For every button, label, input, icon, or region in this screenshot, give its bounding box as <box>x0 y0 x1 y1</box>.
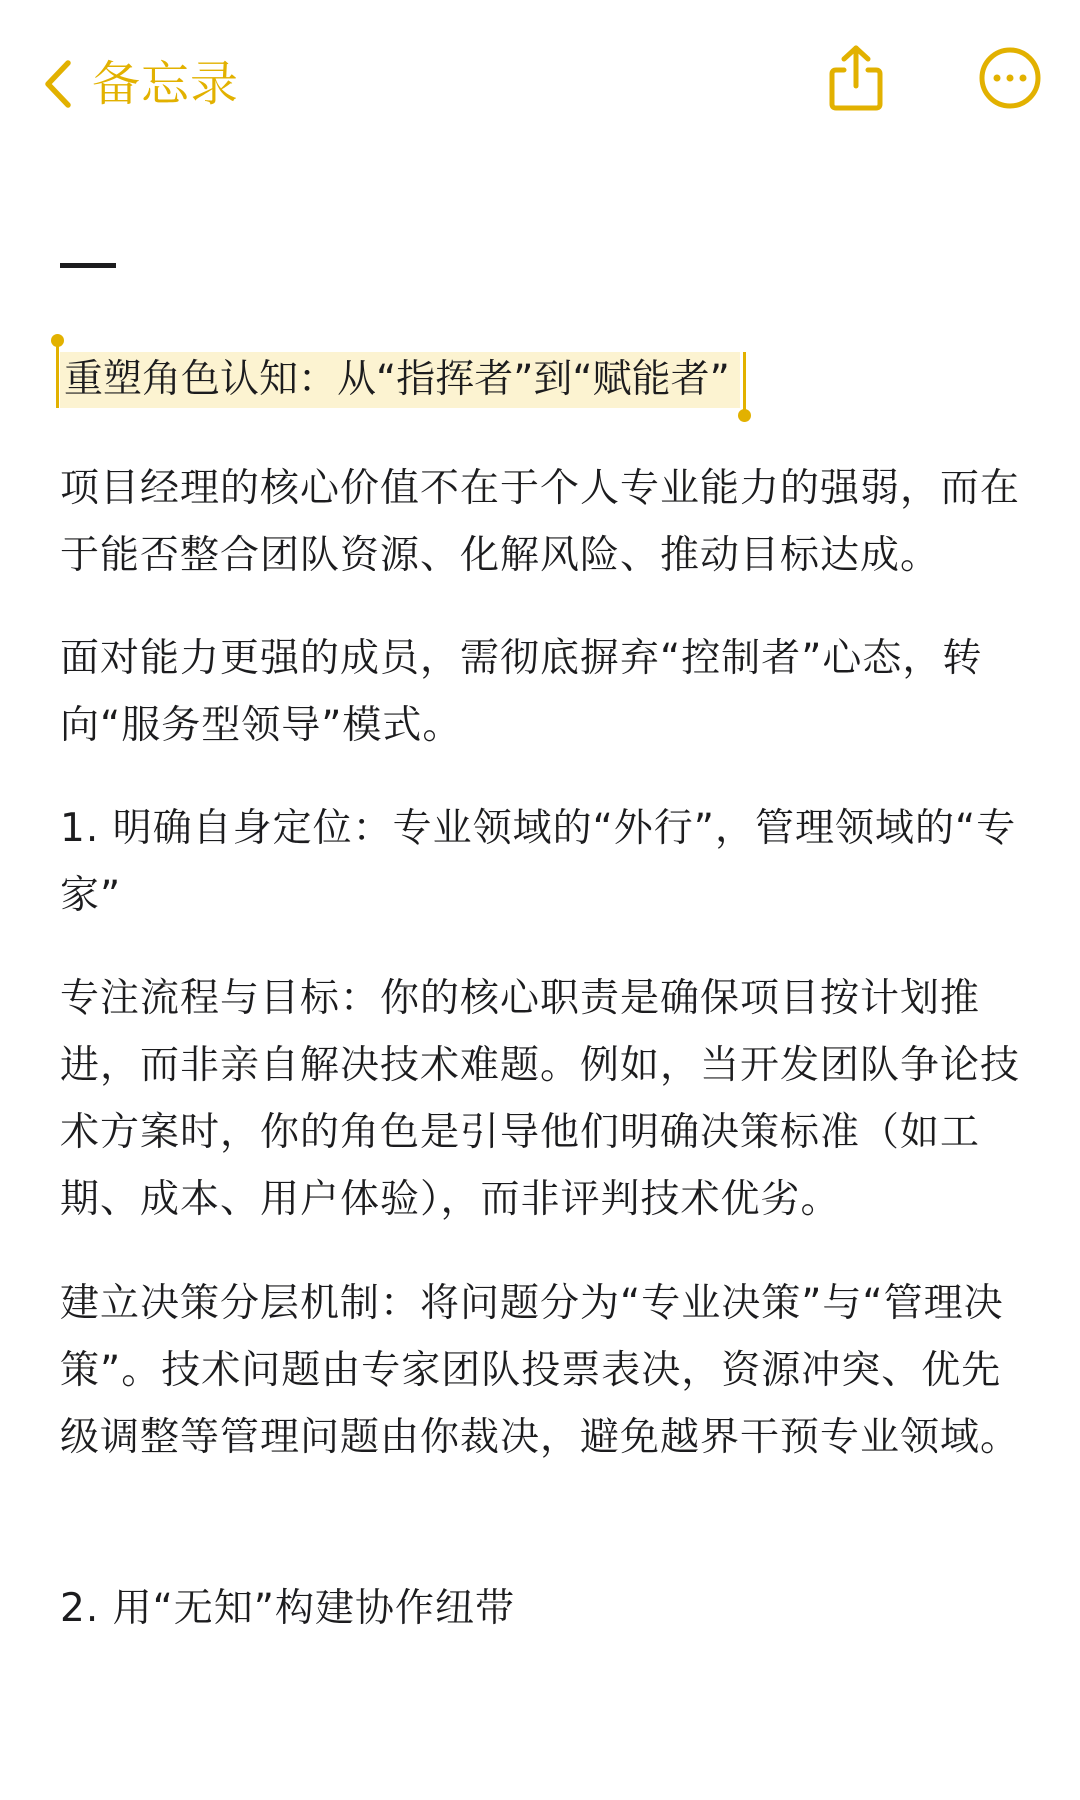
note-paragraph[interactable]: 1. 明确自身定位：专业领域的“外行”，管理领域的“专家” <box>60 806 1017 918</box>
share-icon <box>826 44 886 116</box>
navigation-bar <box>0 0 1080 170</box>
note-paragraph[interactable]: 专注流程与目标：你的核心职责是确保项目按计划推进，而非亲自解决技术难题。例如，当开发团队争论技术方案时，你的角色是引导他们明确决策标准（如工期、成本、用户体验），而非评判技术优劣。 <box>60 976 1021 1222</box>
selected-text-region[interactable] <box>60 352 740 408</box>
selected-title-text: 重塑角色认知：从“指挥者”到“赋能者” <box>64 357 730 402</box>
note-paragraph[interactable]: 项目经理的核心价值不在于个人专业能力的强弱，而在于能否整合团队资源、化解风险、推动目标达成。 <box>60 466 1021 578</box>
selection-start-handle[interactable] <box>56 344 59 408</box>
note-paragraph[interactable]: 建立决策分层机制：将问题分为“专业决策”与“管理决策”。技术问题由专家团队投票表决，资源冲突、优先级调整等管理问题由你裁决，避免越界干预专业领域。 <box>60 1281 1021 1460</box>
heading-dash <box>60 263 116 268</box>
share-button[interactable] <box>816 40 896 120</box>
selection-end-handle[interactable] <box>743 352 746 412</box>
chevron-left-icon <box>44 59 72 109</box>
note-paragraph[interactable]: 面对能力更强的成员，需彻底摒弃“控制者”心态，转向“服务型领导”模式。 <box>60 636 983 748</box>
ellipsis-circle-icon <box>978 46 1042 114</box>
note-paragraph[interactable]: 2. 用“无知”构建协作纽带 <box>60 1586 516 1631</box>
selected-title[interactable] <box>60 352 740 408</box>
back-button[interactable] <box>44 48 239 120</box>
more-button[interactable] <box>970 40 1050 120</box>
back-label: 备忘录 <box>92 56 240 112</box>
